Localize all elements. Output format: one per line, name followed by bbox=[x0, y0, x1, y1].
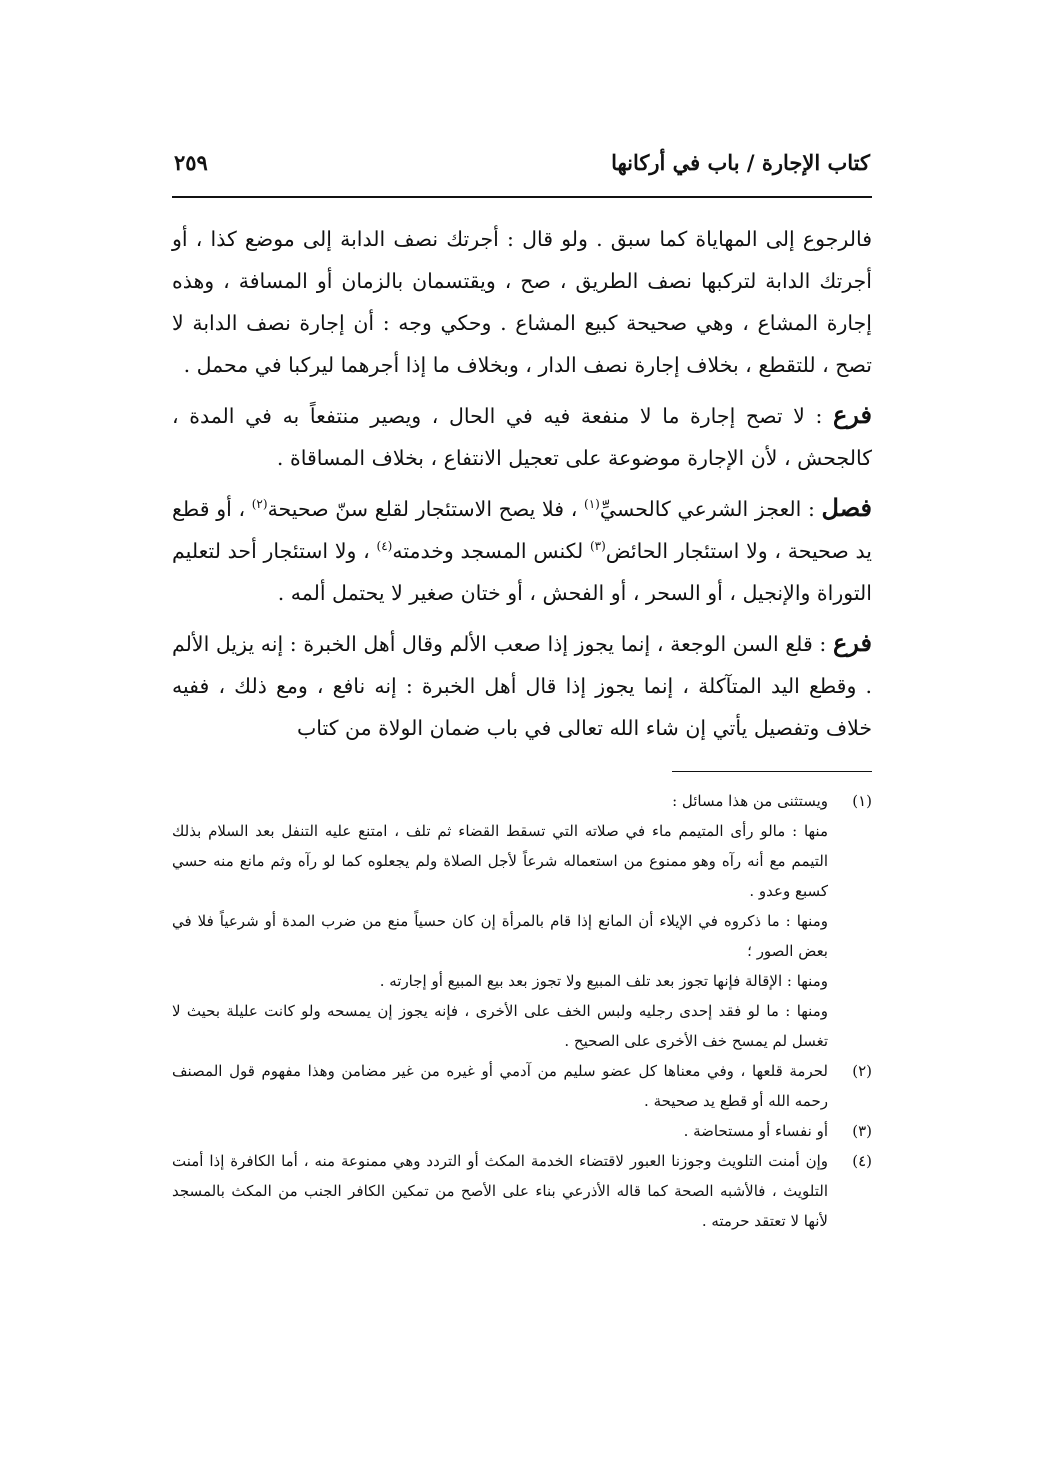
footnote-1-intro: ويستثنى من هذا مسائل : bbox=[672, 792, 828, 810]
page-header bbox=[172, 150, 872, 198]
section-term-far-2: فرع bbox=[832, 628, 872, 657]
footnote-1-line-2: ومنها : ما ذكروه في الإيلاء أن المانع إذا قام بالمرأة إن كان حسياً منع من ضرب المدة أو شرعياً فلا في بعض الصور ؛ bbox=[172, 912, 828, 960]
main-text bbox=[172, 218, 872, 749]
section-term-far: فرع bbox=[832, 400, 872, 429]
paragraph-3-text-a: : العجز الشرعي كالحسيِّ bbox=[599, 497, 822, 521]
paragraph-1: فالرجوع إلى المهاياة كما سبق . ولو قال : أجرتك نصف الدابة إلى موضع كذا ، أو أجرتك الدابة لتركبها نصف الطريق ، صح ، ويقتسمان بالزمان أو المسافة ، وهذه إجارة المشاع ، وهي صحيحة كبيع المشاع . وحكي وجه : أن إجارة نصف الدابة لا تصح ، للتقطع ، بخلاف إجارة نصف الدار ، وبخلاف ما إذا أجرهما ليركبا في محمل . bbox=[172, 227, 872, 377]
page-number: ٢٥٩ bbox=[174, 150, 208, 175]
footnote-2 bbox=[172, 1056, 872, 1116]
paragraph-2-text: : لا تصح إجارة ما لا منفعة فيه في الحال ، ويصير منتفعاً به في المدة ، كالجحش ، لأن الإجارة موضوعة على تعجيل الانتفاع ، بخلاف المساقاة . bbox=[172, 404, 872, 470]
paragraph-2 bbox=[172, 394, 872, 479]
footnote-body: أو نفساء أو مستحاضة . bbox=[683, 1122, 828, 1140]
footnote-3 bbox=[172, 1116, 872, 1146]
footnote-ref-2[interactable]: (٢) bbox=[251, 497, 268, 512]
footnotes bbox=[172, 786, 872, 1236]
footnote-ref-1[interactable]: (١) bbox=[584, 497, 600, 512]
footnote-separator bbox=[672, 771, 872, 772]
footnote-body: وإن أمنت التلويث وجوزنا العبور لاقتضاء الخدمة المكث أو التردد وهي ممنوعة منه ، أما الكافرة إذا أمنت التلويث ، فالأشبه الصحة كما قاله الأذرعي بناء على الأصح من تمكين الكافر الجنب من المكث بالمسجد لأنها لا تعتقد حرمته . bbox=[172, 1152, 828, 1230]
footnote-1-line-4: ومنها : ما لو فقد إحدى رجليه ولبس الخف على الأخرى ، فإنه يجوز إن يمسحه ولو كانت عليلة بحيث لا تغسل لم يمسح خف الأخرى على الصحيح . bbox=[172, 1002, 828, 1050]
footnote-number: (٤) bbox=[852, 1152, 872, 1170]
paragraph-4 bbox=[172, 622, 872, 749]
paragraph-3 bbox=[172, 487, 872, 614]
paragraph-3-text-b: ، فلا يصح الاستئجار لقلع سنّ صحيحة bbox=[267, 497, 585, 521]
footnote-1-line-1: منها : مالو رأى المتيمم ماء في صلاته التي تسقط القضاء ثم تلف ، امتنع عليه التنفل بعد السلام بذلك التيمم مع أنه رآه وهو ممنوع من استعماله شرعاً لأجل الصلاة ولم يجعلوه كما لو رآه وثم مانع منه حسي كسبع وعدو . bbox=[172, 822, 828, 900]
footnote-1-line-3: ومنها : الإقالة فإنها تجوز بعد تلف المبيع ولا تجوز بعد بيع المبيع أو إجارته . bbox=[379, 972, 828, 990]
footnote-4 bbox=[172, 1146, 872, 1236]
footnote-body: لحرمة قلعها ، وفي معناها كل عضو سليم من آدمي أو غيره من غير مضامن وهذا مفهوم قول المصنف رحمه الله أو قطع يد صحيحة . bbox=[172, 1062, 828, 1110]
footnote-number: (١) bbox=[852, 792, 872, 810]
footnote-number: (٢) bbox=[852, 1062, 872, 1080]
running-head: كتاب الإجارة / باب في أركانها bbox=[611, 150, 870, 175]
footnote-ref-4[interactable]: (٤) bbox=[376, 539, 393, 554]
footnote-body bbox=[172, 786, 828, 1056]
paragraph-3-text-c: ، أو قطع يد صحيحة ، ولا استئجار الحائض bbox=[172, 497, 872, 563]
section-term-fasl: فصل bbox=[821, 493, 872, 522]
paragraph-3-text-d: لكنس المسجد وخدمته bbox=[392, 539, 590, 563]
paragraph-3-text-e: ، ولا استئجار أحد لتعليم التوراة والإنجيل ، أو السحر ، أو الفحش ، أو ختان صغير لا يحتمل ألمه . bbox=[172, 539, 872, 605]
footnote-ref-3[interactable]: (٣) bbox=[589, 539, 606, 554]
paragraph-4-text: : قلع السن الوجعة ، إنما يجوز إذا صعب الألم وقال أهل الخبرة : إنه يزيل الألم . وقطع اليد المتآكلة ، إنما يجوز إذا قال أهل الخبرة : إنه نافع ، ومع ذلك ، ففيه خلاف وتفصيل يأتي إن شاء الله تعالى في باب ضمان الولاة من كتاب bbox=[172, 632, 872, 740]
footnote-number: (٣) bbox=[852, 1122, 872, 1140]
footnote-1 bbox=[172, 786, 872, 1056]
book-page bbox=[172, 150, 872, 1236]
